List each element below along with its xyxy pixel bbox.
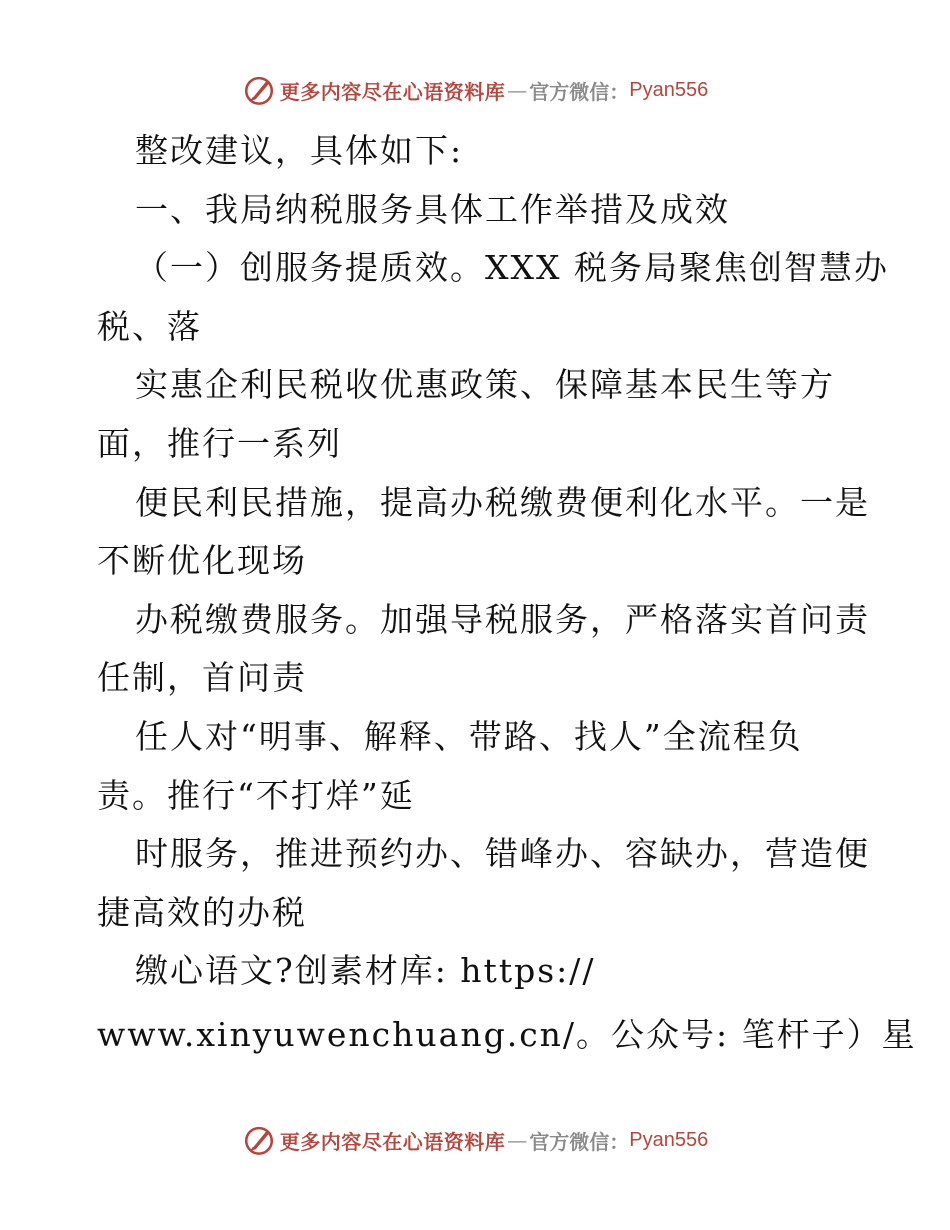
body-line: 不断优化现场 (97, 541, 307, 581)
body-line: 便民利民措施，提高办税缴费便利化水平。一是 (135, 482, 870, 522)
banner-wechat-id: Pyan556 (629, 1128, 709, 1151)
banner-separator: — (507, 1128, 528, 1152)
body-line: 税、落 (97, 306, 202, 346)
body-line: 办税缴费服务。加强导税服务，严格落实首问责 (135, 599, 870, 639)
quill-pen-circle-icon (242, 1123, 276, 1157)
banner-wechat-label: 官方微信： (529, 79, 630, 104)
body-line: 缴心语文?创素材库: https:// (135, 951, 596, 991)
body-line: （一）创服务提质效。XXX 税务局聚焦创智慧办 (135, 248, 889, 288)
banner-library-text: 更多内容尽在心语资料库 (279, 1129, 506, 1154)
banner-separator: — (507, 78, 528, 102)
body-line: 实惠企利民税收优惠政策、保障基本民生等方 (135, 365, 835, 405)
banner-wechat-id: Pyan556 (629, 78, 709, 101)
body-line: 任人对“明事、解释、带路、找人”全流程负 (135, 716, 803, 756)
body-line: 责。推行“不打烊”延 (97, 775, 415, 815)
footer-banner (0, 1120, 950, 1160)
body-line: 捷高效的办税 (97, 892, 307, 932)
body-line: www.xinyuwenchuang.cn/。公众号: 笔杆子）星 (97, 1014, 917, 1054)
body-line: 任制，首问责 (97, 658, 307, 698)
body-line: 整改建议，具体如下: (135, 131, 464, 170)
body-line: 时服务，推进预约办、错峰办、容缺办，营造便 (135, 834, 870, 874)
document-body (97, 122, 917, 1065)
banner-library-text: 更多内容尽在心语资料库 (279, 79, 506, 104)
header-banner (0, 70, 950, 110)
section-heading: 一、我局纳税服务具体工作举措及成效 (135, 189, 730, 229)
quill-pen-circle-icon (242, 73, 276, 107)
banner-wechat-label: 官方微信： (529, 1129, 630, 1154)
body-line: 面，推行一系列 (97, 423, 342, 463)
